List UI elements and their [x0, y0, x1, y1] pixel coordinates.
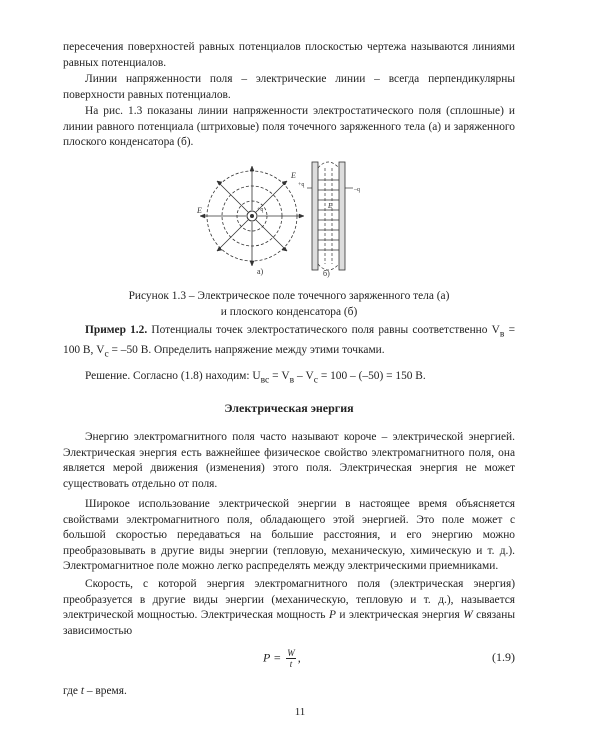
solution-paragraph: [63, 369, 515, 389]
cap-fringe-top: [318, 162, 339, 168]
field-line-downright: [256, 220, 287, 251]
solution-tail: = 100 – (–50) = 150 В.: [317, 370, 426, 382]
formula-numerator: W: [287, 648, 295, 658]
section-paragraph-3: [63, 577, 515, 639]
plate-positive: [312, 162, 318, 270]
formula-tail: ,: [297, 650, 301, 665]
label-e-top: E: [291, 171, 296, 180]
example-eq2: = –50 В.: [108, 343, 152, 356]
formula-denominator: t: [289, 659, 293, 669]
after-formula-line: [63, 684, 515, 700]
example-sub-b: с: [104, 349, 109, 360]
arrow-down: [250, 261, 254, 266]
formula-1-9: [63, 644, 515, 674]
solution-sub2: в: [289, 375, 295, 386]
figure-caption: [63, 289, 515, 320]
solution-sub3: с: [313, 375, 318, 386]
example-text: Потенциалы точек электростатического поля равны соответственно V: [147, 324, 500, 336]
section-paragraph-2: Широкое использование электрической энергии в настоящее время объясняется свойствами электромагнитного поля, обладающего этой энергией. Это поле может с большой скоростью передаваться на большие расстояния, и его энергию можно преобразовывать в другие виды энергии (тепловую, механическую, химическую и т. д.). Электромагнитное поле можно легко распределять между электрическими приемниками.: [63, 498, 515, 573]
paragraph-intro-3: На рис. 1.3 показаны линии напряженности электростатического поля (сплошные) и линии равного потенциала (штриховые) поля точечного заряженного тела (а) и заряженного плоского конденсатора (б).: [63, 105, 515, 149]
solution-mid2: – V: [294, 370, 314, 382]
example-paragraph: [63, 323, 515, 363]
paragraph-intro-2: Линии напряженности поля – электрические линии – всегда перпендикулярны поверхности равных потенциалов.: [63, 73, 515, 101]
arrow-upleft: [217, 181, 222, 185]
point-charge-field: [200, 166, 304, 266]
arrow-downleft: [217, 247, 222, 251]
label-a: а): [257, 267, 264, 276]
arrow-downright: [282, 247, 287, 251]
section-p3-P: P: [328, 609, 336, 622]
section-p3a: Скорость, с которой энергия электромагнитного поля (электрическая энергия) преобразуется в другие виды энергии (механическую, тепловую и т. д.), называется электрической мощностью. Электрическая мощность: [63, 578, 515, 622]
section-paragraph-1: Энергию электромагнитного поля часто называют короче – электрической энергией. Электрическая энергия есть важнейшее физическое свойство электромагнитного поля, она является мерой движения (изменения) этого поля. Электрическая энергия не может существовать отдельно от поля.: [63, 431, 515, 490]
solution-prefix: Решение. Согласно (1.8) находим: U: [85, 370, 261, 382]
formula-expression: [263, 648, 301, 669]
after-suffix: – время.: [83, 685, 127, 697]
capacitor-field: [307, 162, 353, 270]
arrow-up: [250, 166, 254, 171]
label-plus-q: +q: [298, 182, 305, 188]
formula-number: (1.9): [492, 650, 515, 664]
figure-1-3: [195, 160, 405, 280]
caption-line-2: и плоского конденсатора (б): [220, 305, 358, 318]
field-line-downleft: [217, 220, 248, 251]
field-line-upleft: [217, 181, 248, 212]
section-heading: Электрическая энергия: [224, 401, 354, 415]
label-minus-q: –q: [354, 187, 360, 193]
formula-lhs: P =: [263, 650, 285, 665]
paragraph-intro-1: пересечения поверхностей равных потенциалов плоскостью чертежа называются линиями равных потенциалов.: [63, 41, 515, 69]
after-var: t: [80, 685, 84, 697]
section-p3c: связаны зависимостью: [63, 609, 515, 637]
arrow-upright: [282, 181, 287, 185]
example-text2: Определить напряжение между этими точками.: [151, 343, 385, 356]
label-e-left: E: [197, 206, 202, 215]
caption-line-1: Рисунок 1.3 – Электрическое поле точечного заряженного тела (а): [128, 290, 450, 302]
example-eq1: = 100 В, V: [63, 324, 516, 356]
example-sub-a: в: [499, 329, 505, 340]
section-p3-W: W: [463, 609, 473, 622]
label-charge: +q: [257, 207, 264, 213]
label-b: б): [323, 269, 330, 278]
solution-sub1: вс: [260, 375, 270, 386]
label-e-capacitor: E: [328, 202, 333, 210]
section-p3b: и электрическая энергия: [335, 609, 464, 622]
page-number: 11: [294, 706, 306, 718]
solution-mid1: = V: [269, 370, 290, 382]
example-title: Пример 1.2.: [85, 324, 148, 336]
charge-center: [250, 214, 254, 218]
arrow-right: [299, 214, 304, 218]
formula-fraction: [286, 648, 296, 669]
after-prefix: где: [63, 685, 81, 697]
plate-negative: [339, 162, 345, 270]
